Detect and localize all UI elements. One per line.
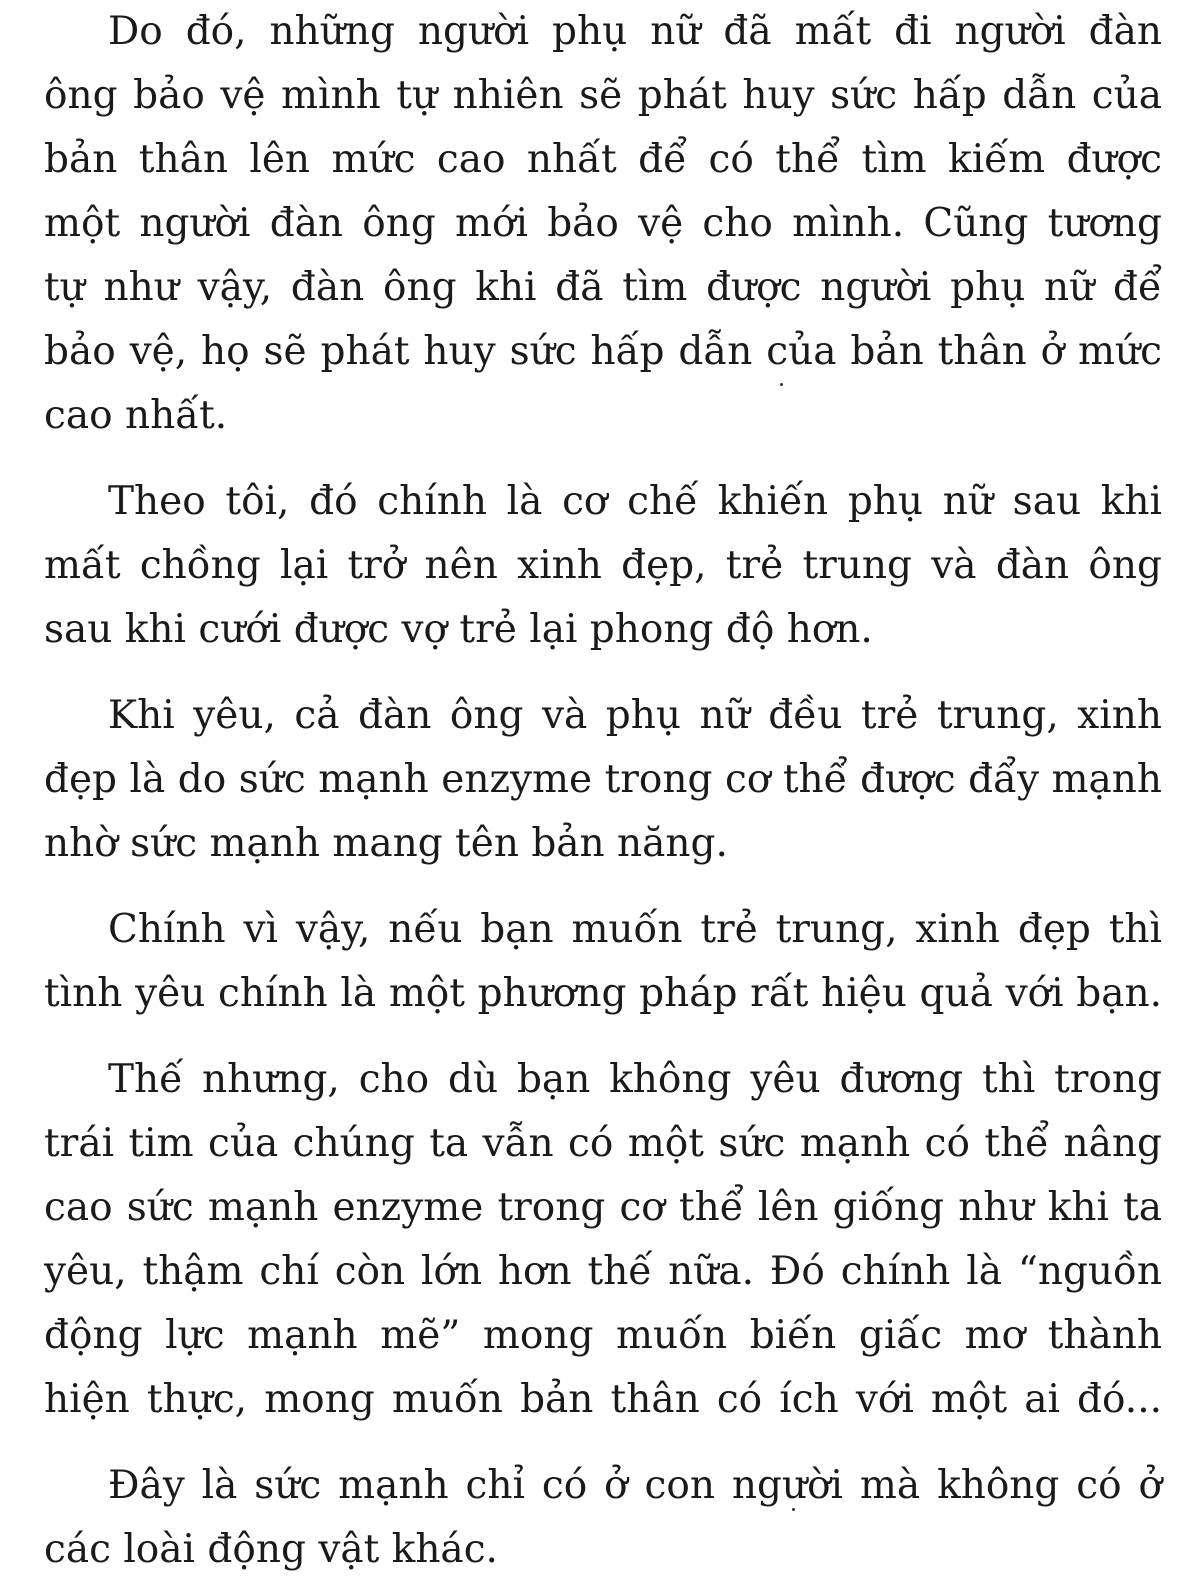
text-line: một người đàn ông mới bảo vệ cho mình. Cũng tương [44,201,1162,246]
text-line: cao sức mạnh enzyme trong cơ thể lên giống như khi ta [44,1185,1162,1230]
text-line: tự như vậy, đàn ông khi đã tìm được người phụ nữ để [44,265,1162,310]
paragraph-2 [44,470,1162,662]
scan-speck [792,1508,795,1511]
paragraph-6 [44,1454,1162,1582]
text-line: yêu, thậm chí còn lớn hơn thế nữa. Đó chính là “nguồn [44,1249,1162,1294]
paragraph-3 [44,684,1162,876]
text-line: bảo vệ, họ sẽ phát huy sức hấp dẫn của bản thân ở mức [44,329,1162,374]
text-line: Khi yêu, cả đàn ông và phụ nữ đều trẻ trung, xinh [108,693,1162,738]
text-line: Chính vì vậy, nếu bạn muốn trẻ trung, xinh đẹp thì [108,907,1162,952]
text-line: ông bảo vệ mình tự nhiên sẽ phát huy sức hấp dẫn của [44,73,1162,118]
text-line: cao nhất. [44,393,228,438]
text-line: trái tim của chúng ta vẫn có một sức mạnh có thể nâng [44,1121,1162,1166]
paragraph-5 [44,1048,1162,1432]
text-line: Đây là sức mạnh chỉ có ở con người mà không có ở [108,1463,1162,1508]
text-line: Do đó, những người phụ nữ đã mất đi người đàn [108,9,1162,54]
text-line: tình yêu chính là một phương pháp rất hiệu quả với bạn. [44,971,1162,1016]
paragraph-1 [44,0,1162,448]
text-line: sau khi cưới được vợ trẻ lại phong độ hơn. [44,607,873,652]
text-line: bản thân lên mức cao nhất để có thể tìm kiếm được [44,137,1162,182]
paragraph-4 [44,898,1162,1026]
text-line: hiện thực, mong muốn bản thân có ích với một ai đó... [44,1377,1162,1422]
text-line: các loài động vật khác. [44,1527,498,1572]
text-line: mất chồng lại trở nên xinh đẹp, trẻ trung và đàn ông [44,543,1162,588]
text-line: nhờ sức mạnh mang tên bản năng. [44,821,728,866]
scan-speck [780,383,783,386]
text-line: Theo tôi, đó chính là cơ chế khiến phụ nữ sau khi [108,479,1162,524]
text-line: động lực mạnh mẽ” mong muốn biến giấc mơ thành [44,1313,1162,1358]
book-page [44,0,1162,1582]
text-line: đẹp là do sức mạnh enzyme trong cơ thể được đẩy mạnh [44,757,1162,802]
text-line: Thế nhưng, cho dù bạn không yêu đương thì trong [108,1057,1162,1102]
